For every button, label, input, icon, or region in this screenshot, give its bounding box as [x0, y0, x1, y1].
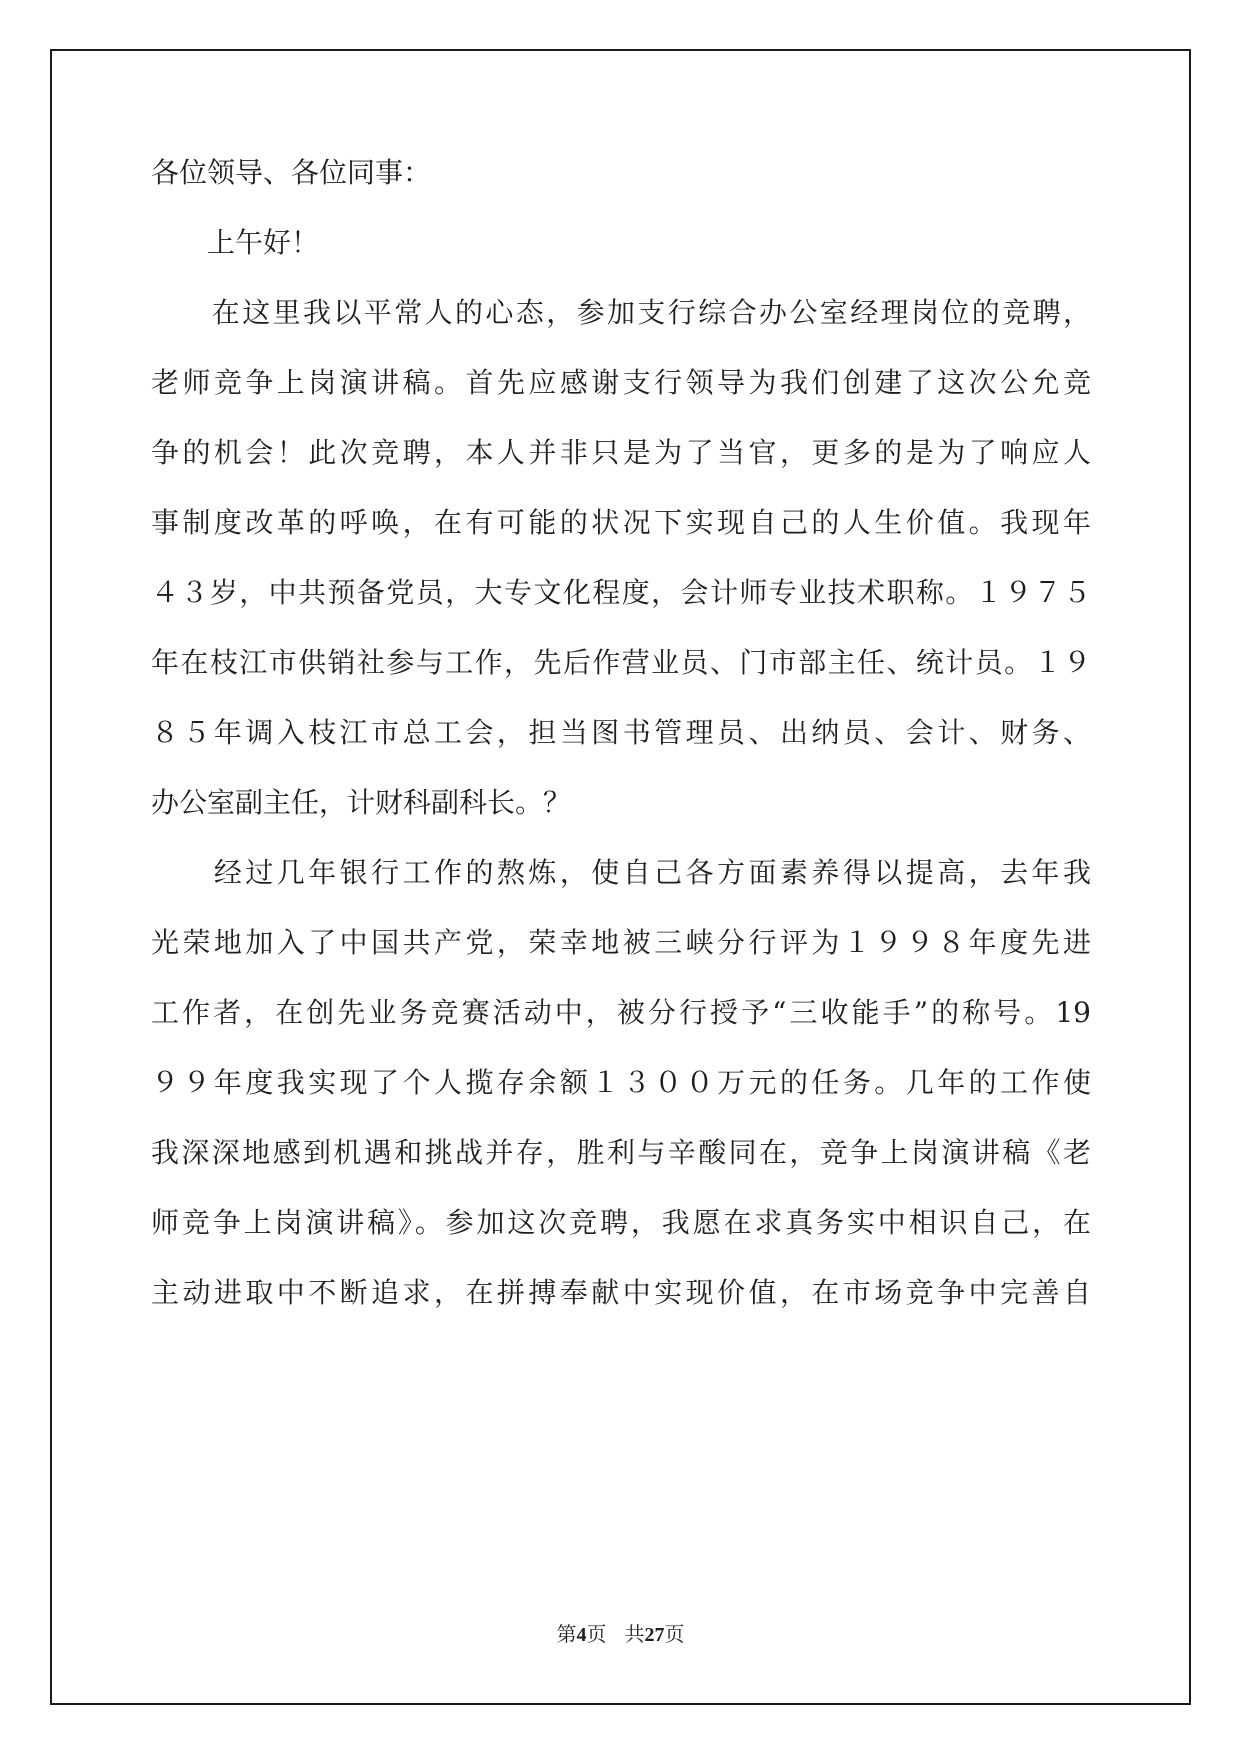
text-line-salutation: 各位领导、各位同事： — [151, 156, 432, 189]
text-line: 工作者，在创先业务竞赛活动中，被分行授予“三收能手”的称号。19 — [151, 996, 1091, 1029]
text-line: 老师竞争上岗演讲稿。首先应感谢支行领导为我们创建了这次公允竞 — [151, 366, 1091, 399]
text-line-greeting: 上午好！ — [151, 226, 320, 259]
text-line: 争的机会！此次竞聘，本人并非只是为了当官，更多的是为了响应人 — [151, 436, 1091, 469]
text-line: 师竞争上岗演讲稿》。参加这次竞聘，我愿在求真务实中相识自己，在 — [151, 1206, 1091, 1239]
footer-total-suffix: 页 — [664, 1624, 685, 1646]
text-line: 事制度改革的呼唤，在有可能的状况下实现自己的人生价值。我现年 — [151, 506, 1091, 539]
footer-prefix: 第 — [556, 1624, 577, 1646]
text-line: 光荣地加入了中国共产党，荣幸地被三峡分行评为１９９８年度先进 — [151, 926, 1091, 959]
text-line: 年在枝江市供销社参与工作，先后作营业员、门市部主任、统计员。１９ — [151, 646, 1091, 679]
text-line: ８５年调入枝江市总工会，担当图书管理员、出纳员、会计、财务、 — [151, 716, 1091, 749]
text-line: 主动进取中不断追求，在拼搏奉献中实现价值，在市场竞争中完善自 — [151, 1276, 1091, 1309]
footer-page-suffix: 页 — [586, 1624, 607, 1646]
text-line: ９９年度我实现了个人揽存余额１３００万元的任务。几年的工作使 — [151, 1066, 1091, 1099]
total-pages: 27 — [644, 1624, 665, 1646]
text-line: 办公室副主任，计财科副科长。？ — [151, 786, 572, 819]
text-line: 在这里我以平常人的心态，参加支行综合办公室经理岗位的竞聘， — [151, 296, 1091, 329]
text-line: ４３岁，中共预备党员，大专文化程度，会计师专业技术职称。１９７５ — [151, 576, 1091, 609]
footer-total-prefix: 共 — [624, 1624, 645, 1646]
text-line: 经过几年银行工作的熬炼，使自己各方面素养得以提高，去年我 — [151, 856, 1091, 889]
page-footer — [0, 1618, 1241, 1647]
page-number: 4 — [576, 1624, 587, 1646]
text-line: 我深深地感到机遇和挑战并存，胜利与辛酸同在，竞争上岗演讲稿《老 — [151, 1136, 1091, 1169]
